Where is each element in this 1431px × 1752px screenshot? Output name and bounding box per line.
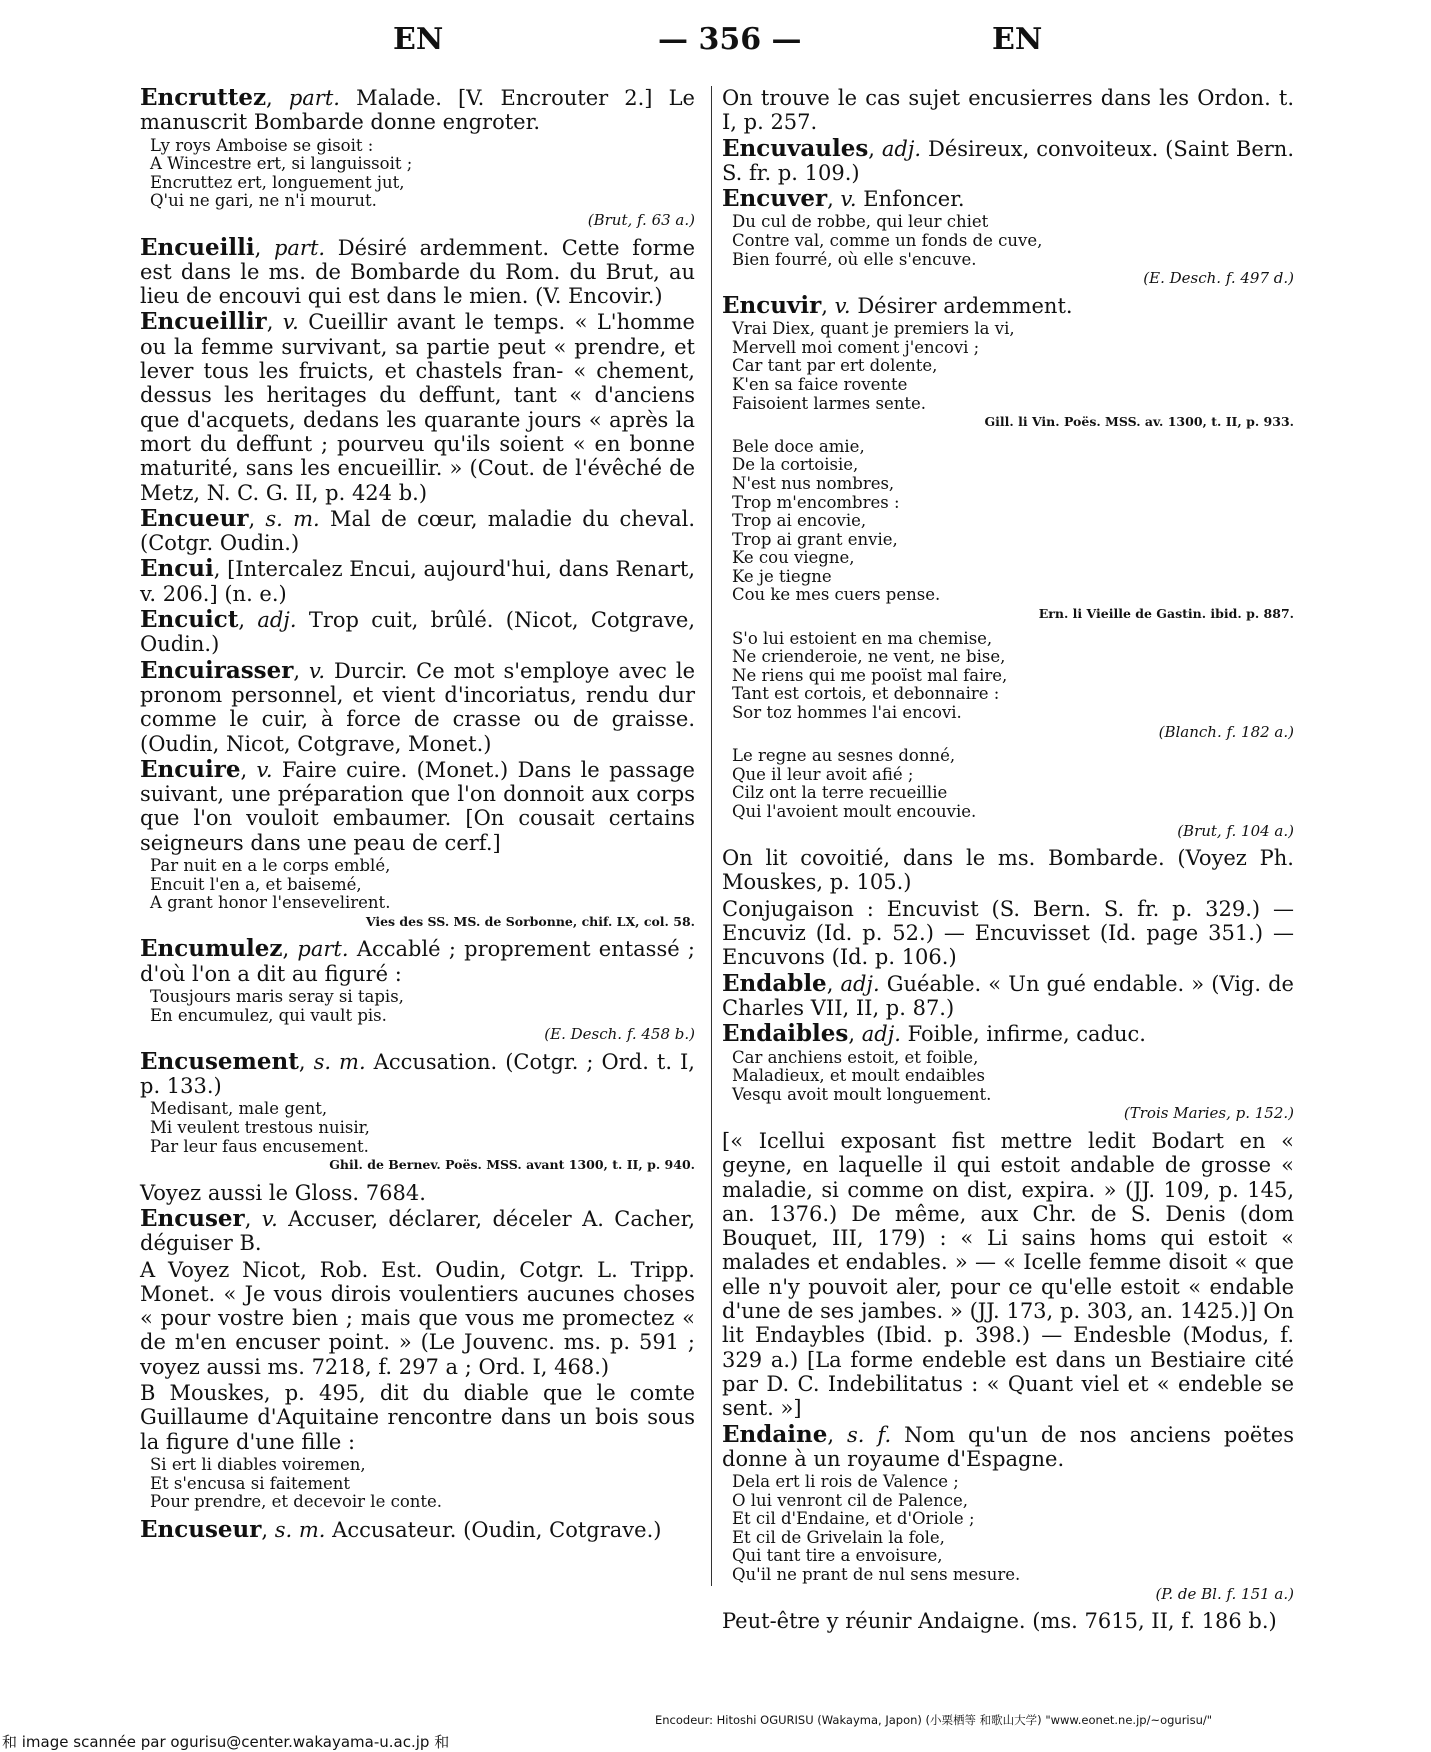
entry-definition: [Intercalez Encui, aujourd'hui, dans Renart, v. 206.] (n. e.): [140, 557, 695, 606]
column-divider: [711, 86, 712, 1586]
verse-line: Vrai Diex, quant je premiers la vi,: [732, 319, 1015, 339]
entry-grammar: s. m.: [313, 1049, 366, 1074]
verse-line: Trop ai grant envie,: [732, 529, 898, 549]
verse-quotation: [150, 988, 695, 1044]
verse-quotation: [732, 1473, 1294, 1603]
citation-source: Vies des SS. MS. de Sorbonne, chif. LX, col. 58.: [365, 913, 695, 929]
verse-line: Et cil de Grivelain la fole,: [732, 1527, 945, 1547]
verse-line: Que il leur avoit afié ;: [732, 764, 914, 784]
verse-line: Maladieux, et moult endaibles: [732, 1066, 986, 1086]
entry-paragraph: A Voyez Nicot, Rob. Est. Oudin, Cotgr. L. Tripp. Monet. « Je vous dirois voulentiers aucunes choses « pour vostre bien ; mais que vous me promectez « de m'en encuser point. » (Le Jouvenc. ms. p. 591 ; voyez aussi ms. 7218, f. 297 a ; Ord. I, 468.): [140, 1257, 695, 1379]
verse-line: En encumulez, qui vault pis.: [150, 1005, 387, 1025]
verse-line: Trop ai encovie,: [732, 511, 867, 531]
citation-source: (E. Desch. f. 497 d.): [1143, 269, 1294, 288]
entry-grammar: s. m.: [265, 506, 320, 531]
scan-credit: 和 image scannée par ogurisu@center.wakayama-u.ac.jp 和: [2, 1733, 450, 1751]
verse-line: Par leur faus encusement.: [150, 1136, 369, 1156]
dictionary-entry: Encuire, v. Faire cuire. (Monet.) Dans le passage suivant, une préparation que l'on donnoit aux corps que l'on vouloit embaumer. [On cousait certains seigneurs dans une peau de cerf.]: [140, 755, 695, 855]
verse-quotation: [150, 1100, 695, 1174]
entry-headword: Encuseur: [140, 1515, 262, 1543]
entry-headword: Encueilli: [140, 233, 255, 261]
entry-grammar: adj.: [861, 1022, 901, 1047]
verse-line: Mi veulent trestous nuisir,: [150, 1117, 370, 1137]
verse-line: Qu'il ne prant de nul sens mesure.: [732, 1565, 1021, 1585]
dictionary-entry: Encueillir, v. Cueillir avant le temps. « L'homme ou la femme survivant, sa partie peut « prendre, et lever tous les fruicts, et chastels fran- « chement, dessus les heritages du deffunt, tant « d'anciens que d'acquets, dedans les quarante jours « après la mort du deffunt ; pourveu qu'ils soient « en bonne maturité, sans les encueillir. » (Cout. de l'évêché de Metz, N. C. G. II, p. 424 b.): [140, 308, 695, 505]
entry-definition: Désiré ardemment. Cette forme est dans le ms. de Bombarde du Rom. du Brut, au lieu de encouvi qui est dans le mien. (V. Encovir.): [140, 235, 695, 309]
entry-grammar: part.: [288, 86, 340, 110]
dictionary-entry: Encuser, v. Accuser, déclarer, déceler A. Cacher, déguiser B.: [140, 1205, 695, 1256]
entry-definition: Trop cuit, brûlé. (Nicot, Cotgrave, Oudin.): [140, 608, 695, 657]
entry-grammar: part.: [297, 937, 349, 962]
verse-line: O lui venront cil de Palence,: [732, 1490, 968, 1510]
entry-headword: Encuser: [140, 1205, 245, 1232]
entry-headword: Encumulez: [140, 935, 283, 963]
dictionary-entry: Encueilli, part. Désiré ardemment. Cette forme est dans le ms. de Bombarde du Rom. du Brut, au lieu de encouvi qui est dans le mien. (V. Encovir.): [140, 233, 695, 309]
verse-quotation: [732, 438, 1294, 624]
citation-source: (E. Desch. f. 458 b.): [544, 1025, 695, 1044]
verse-quotation: [732, 213, 1294, 287]
verse-line: Cilz ont la terre recueillie: [732, 783, 948, 803]
entry-paragraph: Peut-être y réunir Andaigne. (ms. 7615, II, f. 186 b.): [722, 1609, 1277, 1634]
verse-line: Encuit l'en a, et baisemé,: [150, 874, 362, 894]
verse-line: Bien fourré, où elle s'encuve.: [732, 249, 977, 269]
dictionary-entry: Encuseur, s. m. Accusateur. (Oudin, Cotgrave.): [140, 1515, 662, 1543]
citation-source: Gill. li Vin. Poës. MSS. av. 1300, t. II, p. 933.: [984, 414, 1294, 430]
citation-source: Ern. li Vieille de Gastin. ibid. p. 887.: [1038, 606, 1294, 622]
verse-line: Ke je tiegne: [732, 566, 832, 586]
entry-definition: Désirer ardemment.: [857, 293, 1073, 318]
entry-grammar: v.: [256, 757, 273, 782]
citation-source: (P. de Bl. f. 151 a.): [1155, 1584, 1294, 1603]
verse-quotation: [150, 857, 695, 931]
verse-line: Tousjours maris seray si tapis,: [150, 986, 404, 1006]
verse-line: Trop m'encombres :: [732, 492, 900, 512]
entry-definition: Faire cuire. (Monet.) Dans le passage suivant, une préparation que l'on donnoit aux corps que l'on vouloit embaumer. [On cousait certains seigneurs dans une peau de cerf.]: [140, 757, 695, 855]
verse-line: N'est nus nombres,: [732, 473, 895, 493]
citation-source: (Brut, f. 63 a.): [587, 210, 695, 229]
encoder-credit: Encodeur: Hitoshi OGURISU (Wakayma, Japon) (小栗栖等 和歌山大学) "www.eonet.ne.jp/~ogurisu/": [655, 1713, 1213, 1727]
entry-headword: Encuver: [722, 185, 828, 213]
entry-headword: Encuict: [140, 606, 239, 634]
verse-line: Vesqu avoit moult longuement.: [732, 1084, 992, 1104]
verse-line: Ne riens qui me pooïst mal faire,: [732, 665, 1008, 685]
verse-line: Pour prendre, et decevoir le conte.: [150, 1492, 443, 1512]
verse-quotation: [732, 747, 1294, 840]
entry-grammar: v.: [282, 310, 299, 335]
citation-source: Ghil. de Bernev. Poës. MSS. avant 1300, t. II, p. 940.: [329, 1157, 695, 1173]
left-column: [140, 86, 695, 1544]
entry-headword: Endaine: [722, 1420, 828, 1448]
verse-line: S'o lui estoient en ma chemise,: [732, 628, 993, 648]
citation-source: (Brut, f. 104 a.): [1177, 821, 1294, 840]
dictionary-entry: Encuvir, v. Désirer ardemment.: [722, 291, 1073, 319]
dictionary-entry: Encui, [Intercalez Encui, aujourd'hui, dans Renart, v. 206.] (n. e.): [140, 555, 695, 606]
dictionary-entry: Endaibles, adj. Foible, infirme, caduc.: [722, 1020, 1146, 1048]
entry-definition: Nom qu'un de nos anciens poëtes donne à un royaume d'Espagne.: [722, 1422, 1294, 1471]
verse-line: Par nuit en a le corps emblé,: [150, 855, 391, 875]
entry-paragraph: Conjugaison : Encuvist (S. Bern. S. fr. p. 329.) — Encuviz (Id. p. 52.) — Encuvisset (Id. page 351.) — Encuvons (Id. p. 106.): [722, 896, 1294, 970]
dictionary-entry: Endaine, s. f. Nom qu'un de nos anciens poëtes donne à un royaume d'Espagne.: [722, 1420, 1294, 1471]
entry-paragraph: [« Icellui exposant fist mettre ledit Bodart en « geyne, en laquelle il qui estoit andable de grosse « maladie, si comme on dist, expira. » (JJ. 109, p. 145, an. 1376.) De même, aux Chr. de S. Denis (dom Bouquet, III, 179) : « Li sains homs qui estoit « malades et endables. » — « Icelle femme disoit « que elle n'y pouvoit aler, pour ce qu'elle estoit « endable d'une de ses jambes. » (JJ. 173, p. 303, an. 1425.)] On lit Endaybles (Ibid. p. 398.) — Endesble (Modus, f. 329 a.) [La forme endeble est dans un Bestiaire cité par D. C. Indebilitatus : « Quant viel et « endeble se sent. »]: [722, 1128, 1294, 1421]
dictionary-entry: Encuver, v. Enfoncer.: [722, 185, 965, 213]
entry-grammar: part.: [273, 235, 326, 260]
entry-headword: Encusement: [140, 1047, 299, 1075]
verse-line: Ly roys Amboise se gisoit :: [150, 135, 374, 155]
dictionary-entry: Encuict, adj. Trop cuit, brûlé. (Nicot, Cotgrave, Oudin.): [140, 606, 695, 657]
verse-line: Et s'encusa si faitement: [150, 1473, 351, 1493]
verse-line: Du cul de robbe, qui leur chiet: [732, 212, 989, 232]
entry-definition: Accablé ; proprement entassé ; d'où l'on a dit au figuré :: [140, 937, 695, 986]
entry-paragraph: Voyez aussi le Gloss. 7684.: [140, 1180, 426, 1205]
verse-line: Cou ke mes cuers pense.: [732, 585, 941, 605]
dictionary-entry: Encusement, s. m. Accusation. (Cotgr. ; Ord. t. I, p. 133.): [140, 1047, 695, 1099]
verse-line: Medisant, male gent,: [150, 1099, 328, 1119]
dictionary-entry: Encuirasser, v. Durcir. Ce mot s'employe avec le pronom personnel, et vient d'incoriatus, rendu dur comme le cuir, à force de crasse ou de graisse. (Oudin, Nicot, Cotgrave, Monet.): [140, 656, 695, 756]
verse-line: A Wincestre ert, si languissoit ;: [150, 154, 413, 174]
verse-line: Et cil d'Endaine, et d'Oriole ;: [732, 1509, 975, 1529]
dictionary-entry: Encumulez, part. Accablé ; proprement entassé ; d'où l'on a dit au figuré :: [140, 935, 695, 986]
entry-definition: Accusateur. (Oudin, Cotgrave.): [332, 1517, 662, 1542]
entry-headword: Encuvir: [722, 291, 822, 319]
entry-grammar: v.: [840, 187, 857, 212]
verse-line: Tant est cortois, et debonnaire :: [732, 684, 1000, 704]
verse-line: Le regne au sesnes donné,: [732, 746, 956, 766]
verse-line: Mervell moi coment j'encovi ;: [732, 337, 980, 357]
verse-quotation: [732, 1049, 1294, 1123]
entry-definition: Guéable. « Un gué endable. » (Vig. de Charles VII, II, p. 87.): [722, 971, 1294, 1020]
verse-line: Encruttez ert, longuement jut,: [150, 172, 405, 192]
verse-line: Dela ert li rois de Valence ;: [732, 1472, 959, 1492]
verse-quotation: [732, 630, 1294, 742]
dictionary-entry: Endable, adj. Guéable. « Un gué endable. » (Vig. de Charles VII, II, p. 87.): [722, 969, 1294, 1020]
entry-headword: Endable: [722, 969, 827, 997]
entry-grammar: adj.: [257, 608, 297, 633]
citation-source: (Blanch. f. 182 a.): [1158, 722, 1294, 741]
entry-definition: Enfoncer.: [863, 187, 965, 212]
verse-line: K'en sa faice rovente: [732, 374, 908, 394]
verse-line: A grant honor l'ensevelirent.: [150, 893, 391, 913]
entry-grammar: adj.: [840, 971, 880, 996]
entry-grammar: adj.: [881, 136, 922, 161]
verse-line: Ke cou viegne,: [732, 548, 855, 568]
header-right-keyword: EN: [992, 22, 1043, 57]
entry-headword: Encruttez: [140, 84, 267, 111]
verse-line: Si ert li diables voiremen,: [150, 1454, 366, 1474]
verse-line: Faisoient larmes sente.: [732, 393, 927, 413]
dictionary-entry: Encueur, s. m. Mal de cœur, maladie du cheval. (Cotgr. Oudin.): [140, 504, 695, 556]
entry-grammar: v.: [308, 658, 326, 683]
verse-line: Sor toz hommes l'ai encovi.: [732, 703, 962, 723]
verse-line: Car tant par ert dolente,: [732, 356, 938, 376]
verse-line: De la cortoisie,: [732, 455, 859, 475]
entry-paragraph: B Mouskes, p. 495, dit du diable que le comte Guillaume d'Aquitaine rencontre dans un bois sous la figure d'une fille :: [140, 1381, 695, 1454]
entry-paragraph: On trouve le cas sujet encusierres dans les Ordon. t. I, p. 257.: [722, 86, 1294, 135]
verse-line: Contre val, comme un fonds de cuve,: [732, 231, 1043, 251]
verse-quotation: [150, 137, 695, 230]
citation-source: (Trois Maries, p. 152.): [1123, 1104, 1294, 1123]
entry-definition: Durcir. Ce mot s'employe avec le pronom personnel, et vient d'incoriatus, rendu dur comme le cuir, à force de crasse ou de graisse. (Oudin, Nicot, Cotgrave, Monet.): [140, 658, 695, 756]
page-number: — 356 —: [658, 22, 802, 57]
entry-grammar: s. m.: [274, 1517, 326, 1542]
entry-headword: Encuire: [140, 755, 241, 783]
entry-paragraph: On lit covoitié, dans le ms. Bombarde. (Voyez Ph. Mouskes, p. 105.): [722, 846, 1294, 895]
dictionary-entry: Encruttez, part. Malade. [V. Encrouter 2.] Le manuscrit Bombarde donne engroter.: [140, 84, 695, 135]
entry-definition: Accusation. (Cotgr. ; Ord. t. I, p. 133.): [140, 1049, 695, 1099]
entry-headword: Endaibles: [722, 1020, 849, 1048]
verse-line: Q'ui ne gari, ne n'i mourut.: [150, 191, 377, 211]
entry-grammar: v.: [834, 293, 851, 318]
entry-headword: Encuvaules: [722, 134, 869, 162]
entry-headword: Encuirasser: [140, 656, 294, 684]
dictionary-entry: Encuvaules, adj. Désireux, convoiteux. (Saint Bern. S. fr. p. 109.): [722, 134, 1294, 185]
entry-headword: Encui: [140, 555, 214, 583]
verse-line: Car anchiens estoit, et foible,: [732, 1047, 979, 1067]
entry-grammar: s. f.: [847, 1422, 892, 1447]
verse-line: Qui tant tire a envoisure,: [732, 1546, 943, 1566]
entry-definition: Accuser, déclarer, déceler A. Cacher, déguiser B.: [140, 1207, 695, 1256]
entry-definition: Cueillir avant le temps. « L'homme ou la femme survivant, sa partie peut « prendre, et lever tous les fruicts, et chastels fran- « chement, dessus les heritages du deffunt, tant « d'anciens que d'acquets, dedans les quarante jours « après la mort du deffunt ; pourveu qu'ils soient « en bonne maturité, sans les encueillir. » (Cout. de l'évêché de Metz, N. C. G. II, p. 424 b.): [140, 310, 695, 505]
verse-line: Ne crienderoie, ne vent, ne bise,: [732, 647, 1006, 667]
entry-definition: Foible, infirme, caduc.: [907, 1022, 1146, 1047]
entry-headword: Encueur: [140, 504, 249, 532]
verse-line: Qui l'avoient moult encouvie.: [732, 802, 977, 821]
right-column: [722, 86, 1294, 1636]
header-left-keyword: EN: [393, 22, 444, 57]
entry-grammar: v.: [261, 1207, 278, 1231]
entry-headword: Encueillir: [140, 308, 267, 336]
verse-line: Bele doce amie,: [732, 436, 865, 456]
entry-definition: Désireux, convoiteux. (Saint Bern. S. fr. p. 109.): [722, 136, 1294, 185]
entry-definition: Mal de cœur, maladie du cheval. (Cotgr. Oudin.): [140, 506, 695, 556]
entry-definition: Malade. [V. Encrouter 2.] Le manuscrit Bombarde donne engroter.: [140, 86, 695, 135]
verse-quotation: [732, 320, 1294, 432]
verse-quotation: [150, 1456, 695, 1512]
